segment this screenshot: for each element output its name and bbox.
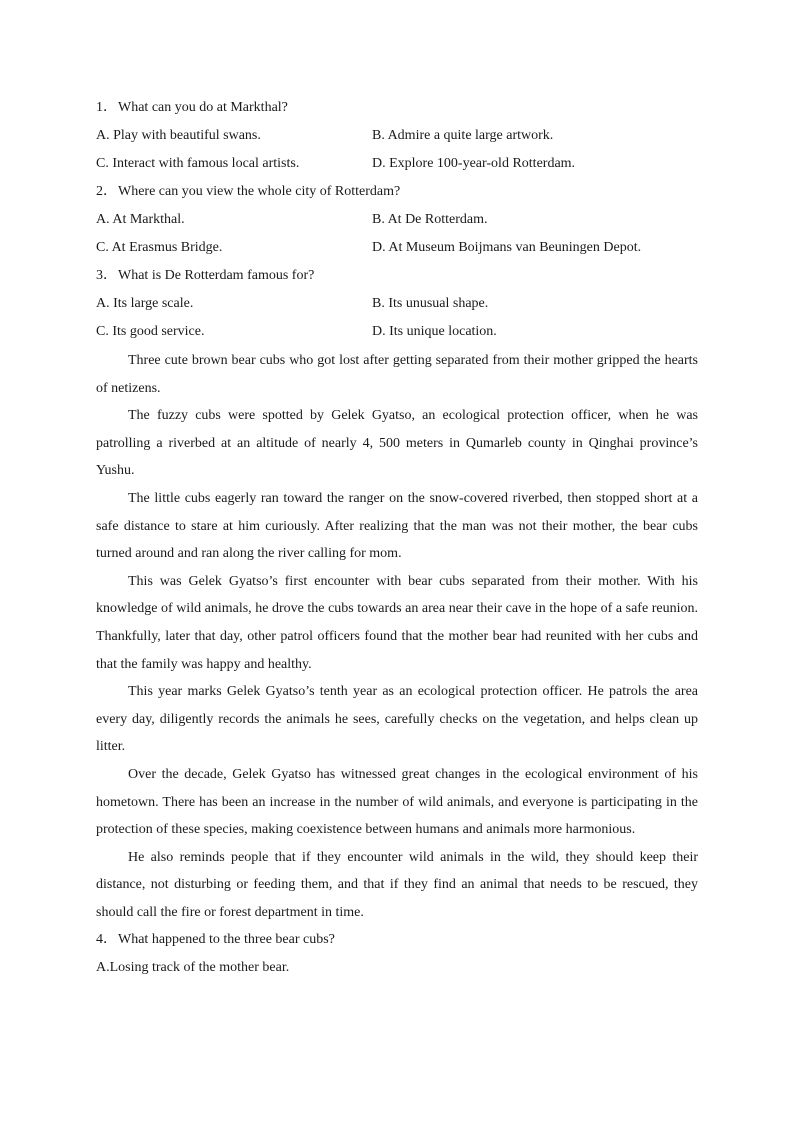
question-number: 2． bbox=[96, 184, 117, 199]
options-row bbox=[96, 318, 698, 346]
options-row bbox=[96, 290, 698, 318]
passage-paragraph-1: Three cute brown bear cubs who got lost after getting separated from their mother gripped the hearts of netizens. bbox=[96, 353, 698, 396]
question-text: Where can you view the whole city of Rotterdam? bbox=[118, 184, 401, 199]
question-text: What can you do at Markthal? bbox=[118, 100, 288, 115]
options-row bbox=[96, 206, 698, 234]
option-a: A. At Markthal. bbox=[96, 212, 185, 227]
option-b: B. Its unusual shape. bbox=[372, 296, 489, 311]
question-4 bbox=[96, 926, 698, 954]
question-number: 3． bbox=[96, 268, 117, 283]
option-b: B. Admire a quite large artwork. bbox=[372, 128, 554, 143]
option-a: A. Its large scale. bbox=[96, 296, 194, 311]
options-row bbox=[96, 122, 698, 150]
option-c: C. At Erasmus Bridge. bbox=[96, 240, 223, 255]
passage-paragraph-6: Over the decade, Gelek Gyatso has witnessed great changes in the ecological environment of his hometown. There has been an increase in the number of wild animals, and everyone is participating in the protection of these species, making coexistence between humans and animals more harmonious. bbox=[96, 766, 698, 838]
document-page bbox=[96, 94, 698, 982]
question-1 bbox=[96, 94, 698, 122]
option-d: D. At Museum Boijmans van Beuningen Depot. bbox=[372, 240, 642, 255]
question-text: What is De Rotterdam famous for? bbox=[118, 268, 315, 283]
option-d: D. Its unique location. bbox=[372, 324, 497, 339]
option-c: C. Its good service. bbox=[96, 324, 205, 339]
option-d: D. Explore 100-year-old Rotterdam. bbox=[372, 156, 576, 171]
question-2 bbox=[96, 178, 698, 206]
passage-paragraph-3: The little cubs eagerly ran toward the ranger on the snow-covered riverbed, then stopped short at a safe distance to stare at him curiously. After realizing that the man was not their mother, the bear cubs turned around and ran along the river calling for mom. bbox=[96, 490, 698, 562]
options-row bbox=[96, 234, 698, 262]
passage-paragraph-7: He also reminds people that if they encounter wild animals in the wild, they should keep their distance, not disturbing or feeding them, and that if they find an animal that needs to be rescued, they should call the fire or forest department in time. bbox=[96, 849, 698, 920]
option-a: A.Losing track of the mother bear. bbox=[96, 960, 290, 976]
question-number: 1． bbox=[96, 100, 117, 115]
option-a: A. Play with beautiful swans. bbox=[96, 128, 261, 143]
passage-paragraph-4: This was Gelek Gyatso’s first encounter with bear cubs separated from their mother. With his knowledge of wild animals, he drove the cubs towards an area near their cave in the hope of a safe reunion. Thankfully, later that day, other patrol officers found that the mother bear had reunited with her cubs and that the family was happy and healthy. bbox=[96, 573, 698, 672]
passage-paragraph-5: This year marks Gelek Gyatso’s tenth year as an ecological protection officer. He patrols the area every day, diligently records the animals he sees, carefully checks on the vegetation, and helps clean up litter. bbox=[96, 684, 698, 755]
question-3 bbox=[96, 262, 698, 290]
option-c: C. Interact with famous local artists. bbox=[96, 156, 300, 171]
passage-paragraph-2: The fuzzy cubs were spotted by Gelek Gyatso, an ecological protection officer, when he was patrolling a riverbed at an altitude of nearly 4, 500 meters in Qumarleb county in Qinghai province’s Yushu. bbox=[96, 408, 698, 479]
question-number: 4． bbox=[96, 932, 117, 948]
option-b: B. At De Rotterdam. bbox=[372, 212, 488, 227]
question-text: What happened to the three bear cubs? bbox=[118, 932, 335, 948]
options-row bbox=[96, 150, 698, 178]
